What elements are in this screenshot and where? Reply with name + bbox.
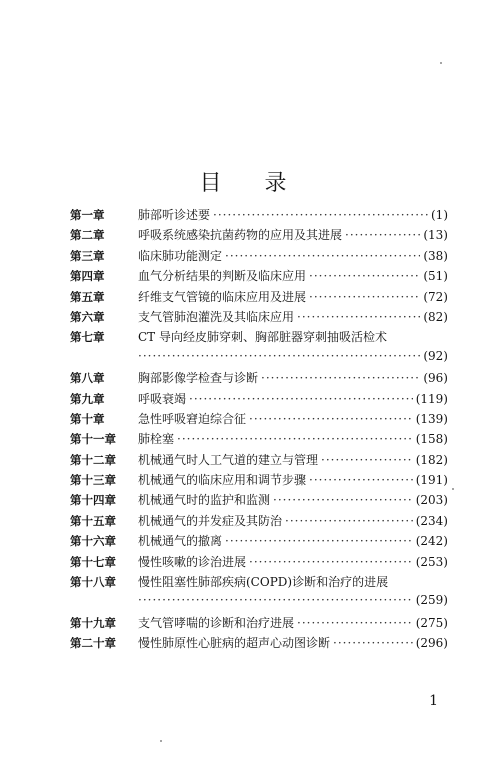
toc-entry[interactable] (70, 267, 448, 287)
chapter-number: 第九章 (70, 391, 105, 406)
page-ref: (242) (415, 534, 448, 549)
chapter-title: 临床肺功能测定 (138, 248, 223, 263)
chapter-number: 第五章 (70, 289, 105, 304)
chapter-number: 第十四章 (70, 493, 116, 508)
toc-entry[interactable] (70, 553, 448, 573)
toc-entry-continuation[interactable] (70, 349, 448, 369)
leader-dots (285, 514, 413, 528)
page-ref: (203) (415, 493, 448, 508)
chapter-number: 第十九章 (70, 615, 116, 630)
chapter-title: 机械通气的临床应用和调节步骤 (138, 473, 307, 488)
toc-entry[interactable] (70, 614, 448, 634)
leader-dots (249, 555, 413, 569)
chapter-number: 第十六章 (70, 534, 116, 549)
toc-entry[interactable] (70, 226, 448, 246)
leader-dots (225, 249, 420, 263)
chapter-title: 慢性阻塞性肺部疾病(COPD)诊断和治疗的进展 (138, 575, 389, 590)
toc-entry[interactable] (70, 308, 448, 328)
toc-entry[interactable] (70, 491, 448, 511)
page-ref: (139) (415, 411, 448, 426)
leader-dots (225, 534, 413, 548)
page-ref: (1) (431, 208, 448, 222)
page-ref: (82) (423, 309, 448, 324)
chapter-title: 慢性咳嗽的诊治进展 (138, 554, 247, 569)
toc-entry-continuation[interactable] (70, 593, 448, 613)
scan-speck (440, 62, 442, 64)
page-title: 目 录 (199, 171, 305, 196)
toc-entry[interactable] (70, 430, 448, 450)
chapter-number: 第六章 (70, 309, 105, 324)
toc-entry[interactable] (70, 512, 448, 532)
toc-entry[interactable] (70, 369, 448, 389)
chapter-number: 第一章 (70, 208, 105, 222)
chapter-title: 慢性肺原性心脏病的超声心动图诊断 (138, 636, 331, 651)
page-ref: (51) (423, 269, 448, 284)
page-ref: (296) (415, 636, 448, 651)
leader-dots (309, 473, 413, 487)
chapter-number: 第十三章 (70, 473, 116, 488)
leader-dots (138, 593, 413, 607)
chapter-title: 支气管哮喘的诊断和治疗进展 (138, 615, 295, 630)
toc-entry[interactable] (70, 634, 448, 654)
leader-dots (297, 616, 413, 630)
chapter-number: 第十七章 (70, 554, 116, 569)
toc-list (70, 206, 448, 655)
chapter-title: 机械通气的并发症及其防治 (138, 513, 283, 528)
chapter-number: 第三章 (70, 248, 105, 263)
leader-dots (273, 493, 413, 507)
leader-dots (345, 228, 420, 242)
toc-entry[interactable] (70, 573, 448, 593)
chapter-title: 呼吸衰竭 (138, 391, 187, 406)
leader-dots (189, 392, 413, 406)
chapter-title: 呼吸系统感染抗菌药物的应用及其进展 (138, 228, 343, 243)
toc-entry[interactable] (70, 451, 448, 471)
page-ref: (234) (415, 513, 448, 528)
toc-entry[interactable] (70, 532, 448, 552)
toc-entry[interactable] (70, 471, 448, 491)
chapter-title: 肺部听诊述要 (138, 208, 211, 222)
toc-entry[interactable] (70, 410, 448, 430)
page-number: 1 (429, 693, 438, 709)
leader-dots (261, 371, 420, 385)
page-ref: (72) (423, 289, 448, 304)
chapter-number: 第十五章 (70, 513, 116, 528)
chapter-title: 纤维支气管镜的临床应用及进展 (138, 289, 307, 304)
leader-dots (333, 636, 413, 650)
chapter-number: 第七章 (70, 330, 105, 345)
chapter-number: 第二十章 (70, 636, 116, 651)
chapter-title: 机械通气时的监护和监测 (138, 493, 271, 508)
chapter-title: 胸部影像学检查与诊断 (138, 371, 259, 386)
page-ref: (253) (415, 554, 448, 569)
toc-entry[interactable] (70, 328, 448, 348)
chapter-title: 血气分析结果的判断及临床应用 (138, 269, 307, 284)
leader-dots (249, 412, 413, 426)
chapter-number: 第四章 (70, 269, 105, 284)
leader-dots (309, 290, 420, 304)
scan-speck (452, 488, 454, 490)
leader-dots (138, 349, 420, 363)
page-ref: (119) (415, 391, 448, 406)
page-ref: (275) (415, 615, 448, 630)
page-ref: (158) (415, 432, 448, 447)
chapter-number: 第十章 (70, 411, 105, 426)
chapter-number: 第十二章 (70, 452, 116, 467)
leader-dots (177, 432, 413, 446)
toc-entry[interactable] (70, 288, 448, 308)
leader-dots (213, 208, 428, 222)
page-ref: (259) (415, 593, 448, 608)
scan-speck (160, 740, 162, 742)
chapter-title: 支气管肺泡灌洗及其临床应用 (138, 309, 295, 324)
page-ref: (96) (423, 371, 448, 386)
toc-entry[interactable] (70, 390, 448, 410)
page-ref: (92) (423, 348, 448, 363)
chapter-title: 机械通气的撤离 (138, 534, 223, 549)
page-ref: (13) (423, 228, 448, 243)
chapter-number: 第十一章 (70, 432, 116, 447)
page-ref: (191) (415, 473, 448, 488)
toc-entry[interactable] (70, 247, 448, 267)
page-ref: (38) (423, 248, 448, 263)
leader-dots (309, 269, 420, 283)
chapter-number: 第二章 (70, 228, 105, 243)
page-ref: (182) (415, 452, 448, 467)
leader-dots (321, 453, 413, 467)
chapter-number: 第八章 (70, 371, 105, 386)
chapter-title: 急性呼吸窘迫综合征 (138, 411, 247, 426)
chapter-title: 机械通气时人工气道的建立与管理 (138, 452, 319, 467)
chapter-title: 肺栓塞 (138, 432, 175, 447)
toc-entry[interactable] (70, 206, 448, 226)
chapter-number: 第十八章 (70, 575, 116, 590)
chapter-title: CT 导向经皮肺穿刺、胸部脏器穿刺抽吸活检术 (138, 330, 388, 345)
leader-dots (297, 310, 420, 324)
